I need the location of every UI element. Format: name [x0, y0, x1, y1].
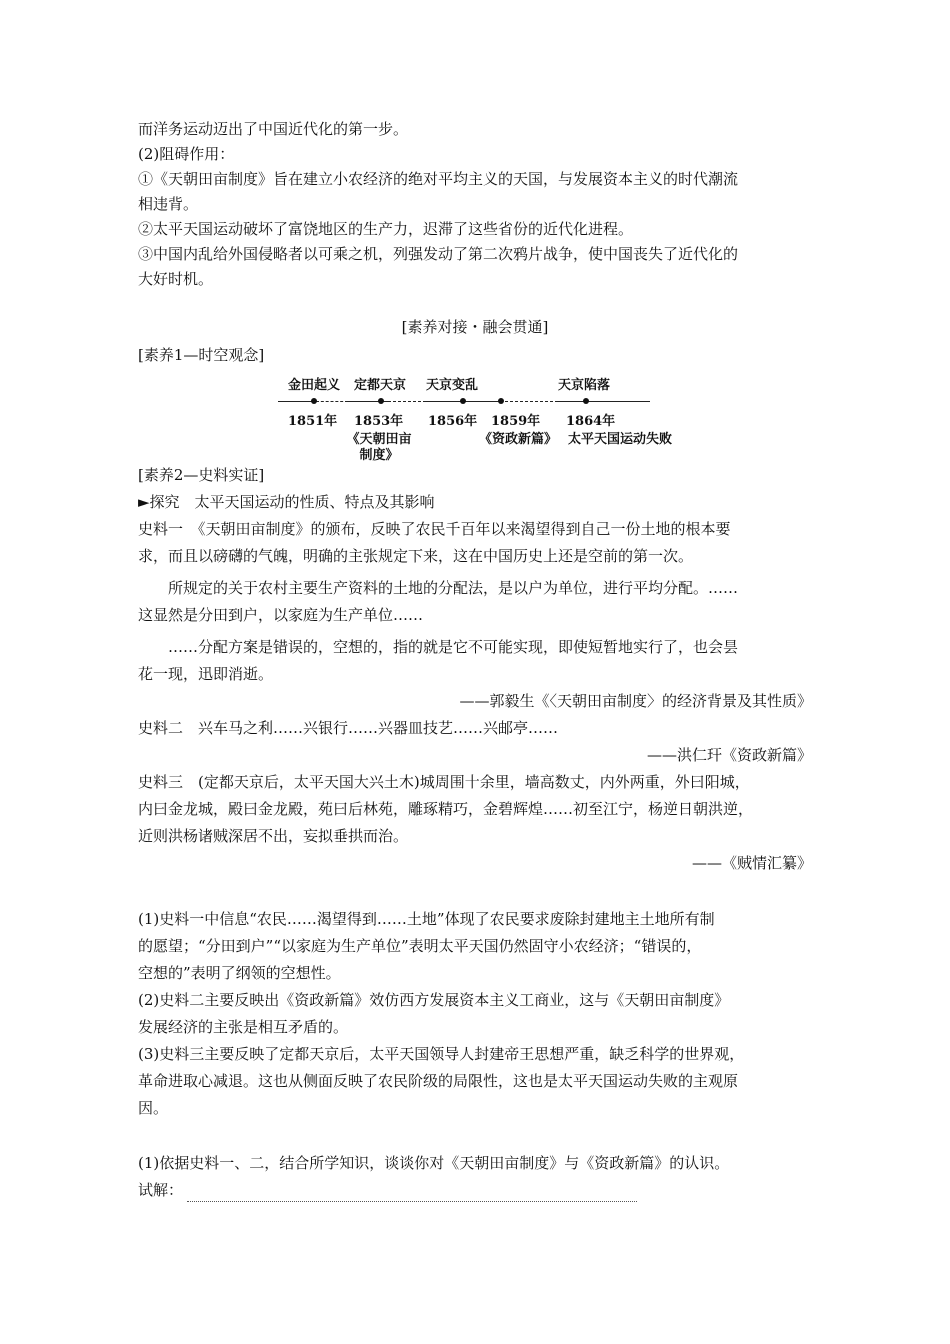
- timeline: [138, 368, 672, 468]
- source2-citation: ——洪仁玕《资政新篇》: [646, 746, 812, 764]
- timeline-note-line: 《天朝田亩: [346, 432, 412, 447]
- timeline-year: 1856年: [428, 414, 478, 429]
- text-line: ③中国内乱给外国侵略者以可乘之机，列强发动了第二次鸦片战争，使中国丧失了近代化的: [138, 245, 739, 263]
- source2-line: 史料二 兴车马之利……兴银行……兴器皿技艺……兴邮亭……: [138, 719, 559, 737]
- timeline-year: 1853年: [354, 414, 404, 429]
- source3-citation: ——《贼情汇纂》: [691, 854, 812, 872]
- source1-line: 这显然是分田到户，以家庭为生产单位……: [138, 606, 424, 624]
- timeline-dot: [311, 398, 317, 404]
- timeline-year: 1851年: [288, 414, 338, 429]
- timeline-dot: [460, 398, 466, 404]
- analysis-line: 的愿望；“分田到户”“以家庭为生产单位”表明太平天国仍然固守小农经济；“错误的，: [138, 937, 702, 955]
- timeline-year: 1859年: [491, 414, 541, 429]
- text-line: 而洋务运动迈出了中国近代化的第一步。: [138, 120, 409, 138]
- timeline-segment: [388, 401, 426, 402]
- timeline-note-line: 制度》: [359, 448, 399, 463]
- timeline-segment: [316, 401, 348, 402]
- source1-citation: ——郭毅生《〈天朝田亩制度〉的经济背景及其性质》: [459, 692, 812, 710]
- timeline-note: 《资政新篇》: [478, 432, 557, 447]
- source1-line: 所规定的关于农村主要生产资料的土地的分配法，是以户为单位，进行平均分配。……: [168, 579, 739, 597]
- text-line: 大好时机。: [138, 270, 214, 288]
- timeline-note: 太平天国运动失败: [567, 432, 672, 447]
- answer-blank[interactable]: [187, 1186, 637, 1202]
- timeline-segment: [500, 401, 558, 402]
- source1-line: ……分配方案是错误的，空想的，指的就是它不可能实现，即使短暂地实行了，也会昙: [168, 638, 739, 656]
- text-line: ②太平天国运动破坏了富饶地区的生产力，迟滞了这些省份的近代化进程。: [138, 220, 634, 238]
- timeline-event: 天京陷落: [558, 378, 611, 393]
- analysis-line: 发展经济的主张是相互矛盾的。: [138, 1018, 349, 1036]
- literacy2-heading: [素养2—史料实证]: [138, 466, 265, 484]
- source3-line: 史料三 (定都天京后，太平天国大兴土木)城周围十余里，墙高数丈，内外两重，外曰阳城，: [138, 773, 750, 791]
- source1-line: 求，而且以磅礴的气魄，明确的主张规定下来，这在中国历史上还是空前的第一次。: [138, 547, 694, 565]
- question-line: (1)依据史料一、二，结合所学知识，谈谈你对《天朝田亩制度》与《资政新篇》的认识。: [138, 1154, 730, 1172]
- analysis-line: (2)史料二主要反映出《资政新篇》效仿西方发展资本主义工商业，这与《天朝田亩制度》: [138, 991, 730, 1009]
- source1-line: 史料一 《天朝田亩制度》的颁布，反映了农民千百年以来渴望得到自己一份土地的根本要: [138, 520, 731, 538]
- analysis-line: 因。: [138, 1099, 169, 1117]
- timeline-dot: [498, 398, 504, 404]
- timeline-dot: [378, 398, 384, 404]
- timeline-event: 金田起义: [288, 378, 341, 393]
- source1-line: 花一现，迅即消逝。: [138, 665, 274, 683]
- timeline-segment: [558, 401, 650, 402]
- answer-row: [138, 1178, 637, 1202]
- hinder-heading: (2)阻碍作用：: [138, 145, 235, 163]
- answer-label: 试解：: [138, 1181, 184, 1199]
- analysis-line: 空想的”表明了纲领的空想性。: [138, 964, 341, 982]
- timeline-event: 天京变乱: [426, 378, 479, 393]
- source3-line: 内曰金龙城，殿曰金龙殿，苑曰后林苑，雕琢精巧，金碧辉煌……初至江宁，杨逆日朝洪逆，: [138, 800, 754, 818]
- text-line: ①《天朝田亩制度》旨在建立小农经济的绝对平均主义的天国，与发展资本主义的时代潮流: [138, 170, 739, 188]
- section-title: [素养对接・融会贯通]: [401, 318, 549, 336]
- source3-line: 近则洪杨诸贼深居不出，妄拟垂拱而治。: [138, 827, 409, 845]
- literacy1-heading: [素养1—时空观念]: [138, 346, 265, 364]
- explore-heading: ►探究 太平天国运动的性质、特点及其影响: [138, 493, 435, 511]
- analysis-line: (1)史料一中信息“农民……渴望得到……土地”体现了农民要求废除封建地主土地所有制: [138, 910, 715, 928]
- text-line: 相违背。: [138, 195, 199, 213]
- timeline-year: 1864年: [566, 414, 616, 429]
- timeline-event: 定都天京: [354, 378, 407, 393]
- timeline-note: [342, 432, 416, 464]
- analysis-line: 革命进取心减退。这也从侧面反映了农民阶级的局限性，这也是太平天国运动失败的主观原: [138, 1072, 739, 1090]
- analysis-line: (3)史料三主要反映了定都天京后，太平天国领导人封建帝王思想严重，缺乏科学的世界观，: [138, 1045, 745, 1063]
- timeline-dot: [583, 398, 589, 404]
